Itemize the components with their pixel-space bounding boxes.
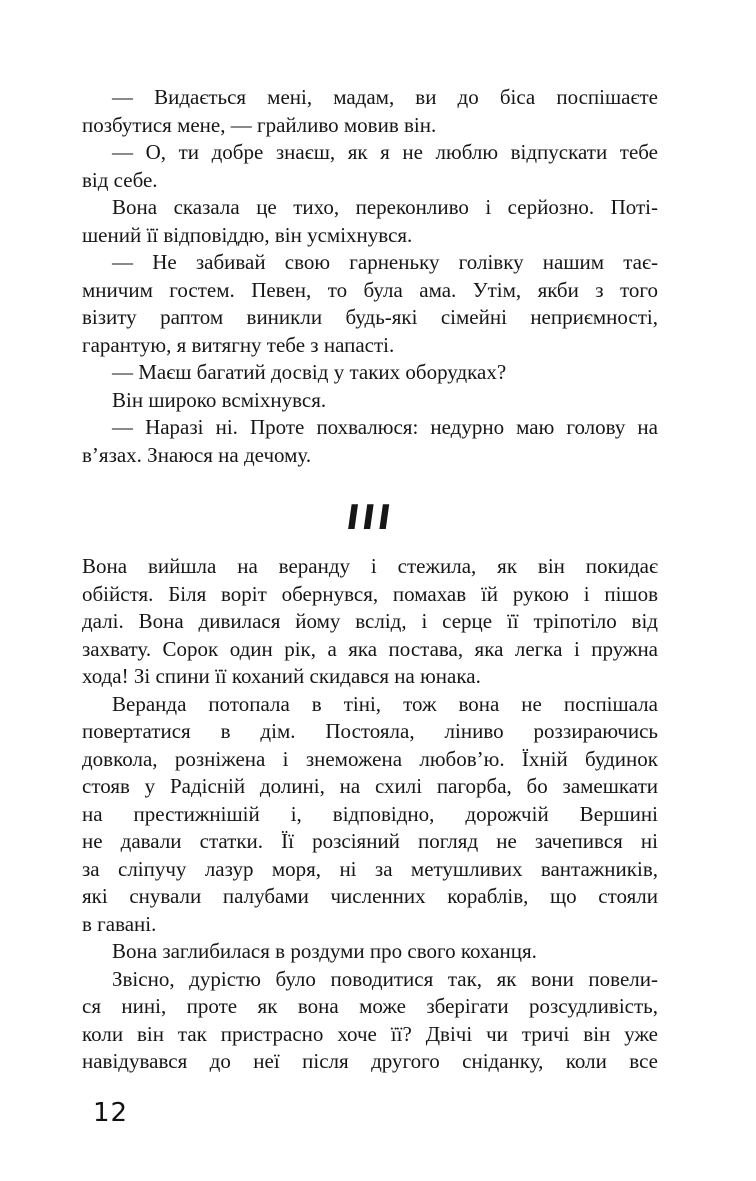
text-line: — Маєш багатий досвід у таких оборудках? [112, 360, 507, 384]
text-line: повертатися в дім. Постояла, ліниво роззираючись [82, 719, 658, 743]
text-line: в’язах. Знаюся на дечому. [82, 442, 312, 467]
page-number: 12 [93, 1098, 129, 1128]
text-column [82, 84, 658, 1076]
text-line: за сліпучу лазур моря, ні за метушливих вантажників, [82, 856, 658, 881]
text-line: які снували палубами численних кораблів, що стояли [82, 884, 658, 908]
paragraph [82, 414, 658, 469]
text-line: стояв у Радісній долині, на схилі пагорба, бо замешкати [82, 774, 658, 798]
text-line: далі. Вона дивилася йому вслід, і серце її тріпотіло від [82, 609, 658, 633]
text-line: від себе. [82, 167, 158, 192]
text-line: хода! Зі спини її коханий скидався на юнака. [82, 664, 481, 688]
paragraph [82, 139, 658, 194]
paragraph [82, 84, 658, 139]
text-line: Веранда потопала в тіні, тож вона не поспішала [112, 691, 658, 716]
text-line: в гавані. [82, 911, 157, 936]
text-line: Вона вийшла на веранду і стежила, як він покидає [82, 554, 658, 578]
text-line: позбутися мене, — грайливо мовив він. [82, 112, 437, 137]
text-line: гарантую, я витягну тебе з напасті. [82, 332, 395, 357]
text-line: ся нині, проте як вона може зберігати розсудливість, [82, 994, 658, 1018]
paragraph [82, 553, 658, 691]
body-text-top [82, 84, 658, 469]
text-line: Вона сказала це тихо, переконливо і серйозно. Поті- [112, 195, 658, 219]
text-line: не давали статки. Її розсіяний погляд не зачепився ні [82, 829, 658, 853]
paragraph [82, 249, 658, 359]
text-line: — Не забивай свою гарненьку голівку нашим тає- [112, 250, 658, 274]
text-line: обійстя. Біля воріт обернувся, помахав їй рукою і пішов [82, 581, 658, 606]
section-heading: III [343, 498, 397, 538]
paragraph [82, 966, 658, 1076]
text-line: Звісно, дурістю було поводитися так, як вони повели- [112, 966, 658, 991]
text-line: візиту раптом виникли будь-які сімейні неприємності, [82, 305, 658, 329]
paragraph [82, 938, 658, 966]
text-line: коли він так пристрасно хоче її? Двічі чи тричі він уже [82, 1021, 658, 1046]
text-line: захвату. Сорок один рік, а яка постава, яка легка і пружна [82, 636, 658, 661]
text-line: — О, ти добре знаєш, як я не люблю відпускати тебе [112, 140, 658, 164]
text-line: мничим гостем. Певен, то була ама. Утім, якби з того [82, 277, 658, 302]
paragraph [82, 194, 658, 249]
text-line: довкола, розніжена і знеможена любов’ю. Їхній будинок [82, 746, 658, 771]
text-line: — Наразі ні. Проте похвалюся: недурно маю голову на [112, 415, 658, 439]
text-line: — Видається мені, мадам, ви до біса поспішаєте [112, 85, 658, 109]
text-line: шений її відповіддю, він усміхнувся. [82, 222, 413, 247]
paragraph [82, 359, 658, 387]
paragraph [82, 387, 658, 415]
text-line: на престижнішій і, відповідно, дорожчій Вершині [82, 801, 658, 826]
text-line: Вона заглибилася в роздуми про свого коханця. [112, 939, 537, 963]
text-line: навідувався до неї після другого сніданку, коли все [82, 1049, 658, 1073]
text-line: Він широко всміхнувся. [112, 387, 327, 412]
paragraph [82, 691, 658, 939]
body-text-bottom [82, 553, 658, 1076]
